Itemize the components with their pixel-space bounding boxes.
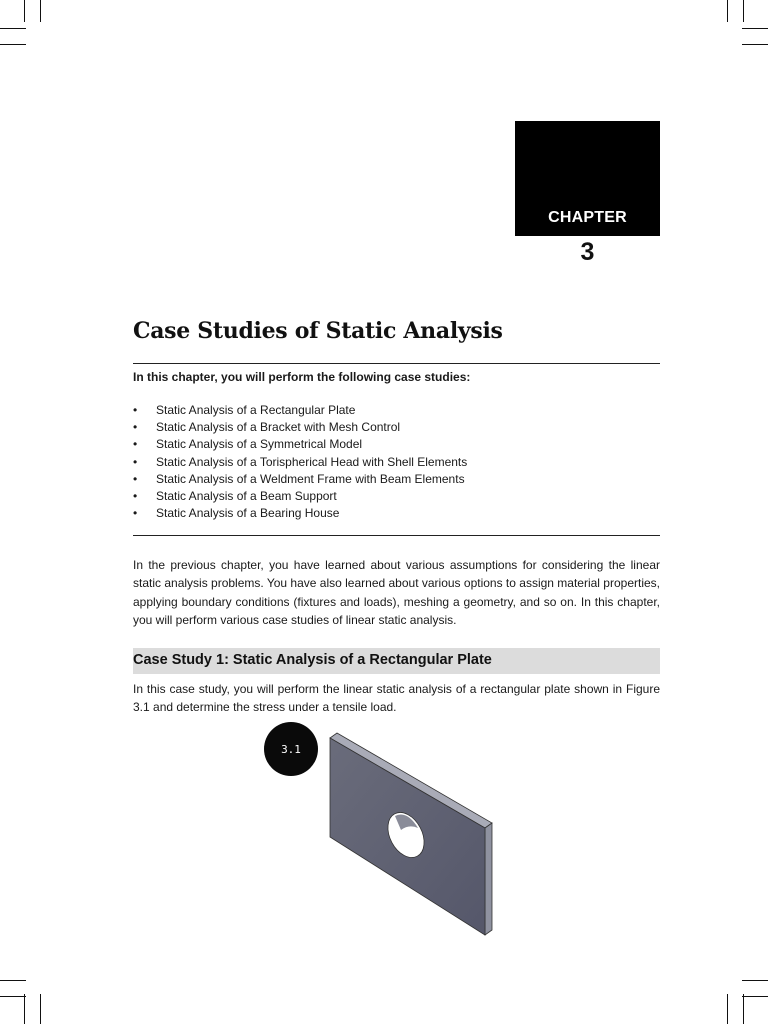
bullet: •	[133, 403, 138, 417]
crop-mark-bl-h2	[0, 996, 26, 997]
bullet: •	[133, 506, 138, 521]
list-item-text: Static Analysis of a Rectangular Plate	[156, 403, 356, 417]
rectangular-plate-figure	[325, 730, 500, 940]
list-item-text: Static Analysis of a Bearing House	[156, 506, 340, 521]
crop-mark-tr-v	[727, 0, 728, 22]
list-item	[133, 454, 467, 471]
bullet: •	[133, 454, 138, 469]
list-rule	[133, 535, 660, 536]
crop-mark-tl-v	[40, 0, 41, 22]
plate-side-edge	[485, 823, 492, 935]
bullet: •	[133, 471, 138, 486]
section-paragraph: In this case study, you will perform the linear static analysis of a rectangular plate shown in Figure 3.1 and determine the stress under a tensile load.	[133, 682, 660, 715]
crop-mark-bl-v2	[24, 994, 25, 1024]
page-title: Case Studies of Static Analysis	[133, 318, 503, 344]
crop-mark-br-h2	[742, 996, 768, 997]
list-item	[133, 419, 467, 436]
section-heading-bar	[133, 648, 660, 674]
crop-mark-bl-v	[40, 994, 41, 1024]
intro-lead: In this chapter, you will perform the following case studies:	[133, 370, 471, 384]
list-item	[133, 436, 467, 453]
list-item	[133, 505, 467, 522]
list-item-text: Static Analysis of a Symmetrical Model	[156, 437, 363, 452]
chapter-badge	[515, 121, 660, 236]
crop-mark-tr-v2	[743, 0, 744, 22]
crop-mark-tr-h2	[742, 44, 768, 45]
figure-badge: 3.1	[264, 722, 318, 776]
case-study-list	[133, 402, 467, 522]
list-item-text: Static Analysis of a Torispherical Head with Shell Elements	[156, 454, 468, 469]
crop-mark-tl-h	[0, 28, 26, 29]
list-item-text: Static Analysis of a Weldment Frame with Beam Elements	[156, 471, 465, 486]
bullet: •	[133, 437, 138, 452]
section-heading: Case Study 1: Static Analysis of a Rectangular Plate	[133, 652, 492, 668]
bullet: •	[133, 420, 138, 435]
intro-paragraph: In the previous chapter, you have learned about various assumptions for considering the linear static analysis problems. You have also learned about various options to assign material properties, applying boundary conditions (fixtures and loads), meshing a geometry, and so on. In this chapter, you will perform various case studies of linear static analysis.	[133, 558, 660, 628]
list-item	[133, 488, 467, 505]
list-item-text: Static Analysis of a Beam Support	[156, 488, 337, 503]
crop-mark-tl-v2	[24, 0, 25, 22]
bullet: •	[133, 488, 138, 503]
crop-mark-tl-h2	[0, 44, 26, 45]
title-rule	[133, 363, 660, 364]
list-item	[133, 471, 467, 488]
crop-mark-tr-h	[742, 28, 768, 29]
list-item	[133, 402, 467, 419]
crop-mark-br-v	[727, 994, 728, 1024]
list-item-text: Static Analysis of a Bracket with Mesh Control	[156, 420, 401, 435]
crop-mark-br-v2	[743, 994, 744, 1024]
chapter-label: CHAPTER	[548, 209, 627, 226]
chapter-number: 3	[580, 238, 595, 266]
crop-mark-bl-h	[0, 980, 26, 981]
crop-mark-br-h	[742, 980, 768, 981]
